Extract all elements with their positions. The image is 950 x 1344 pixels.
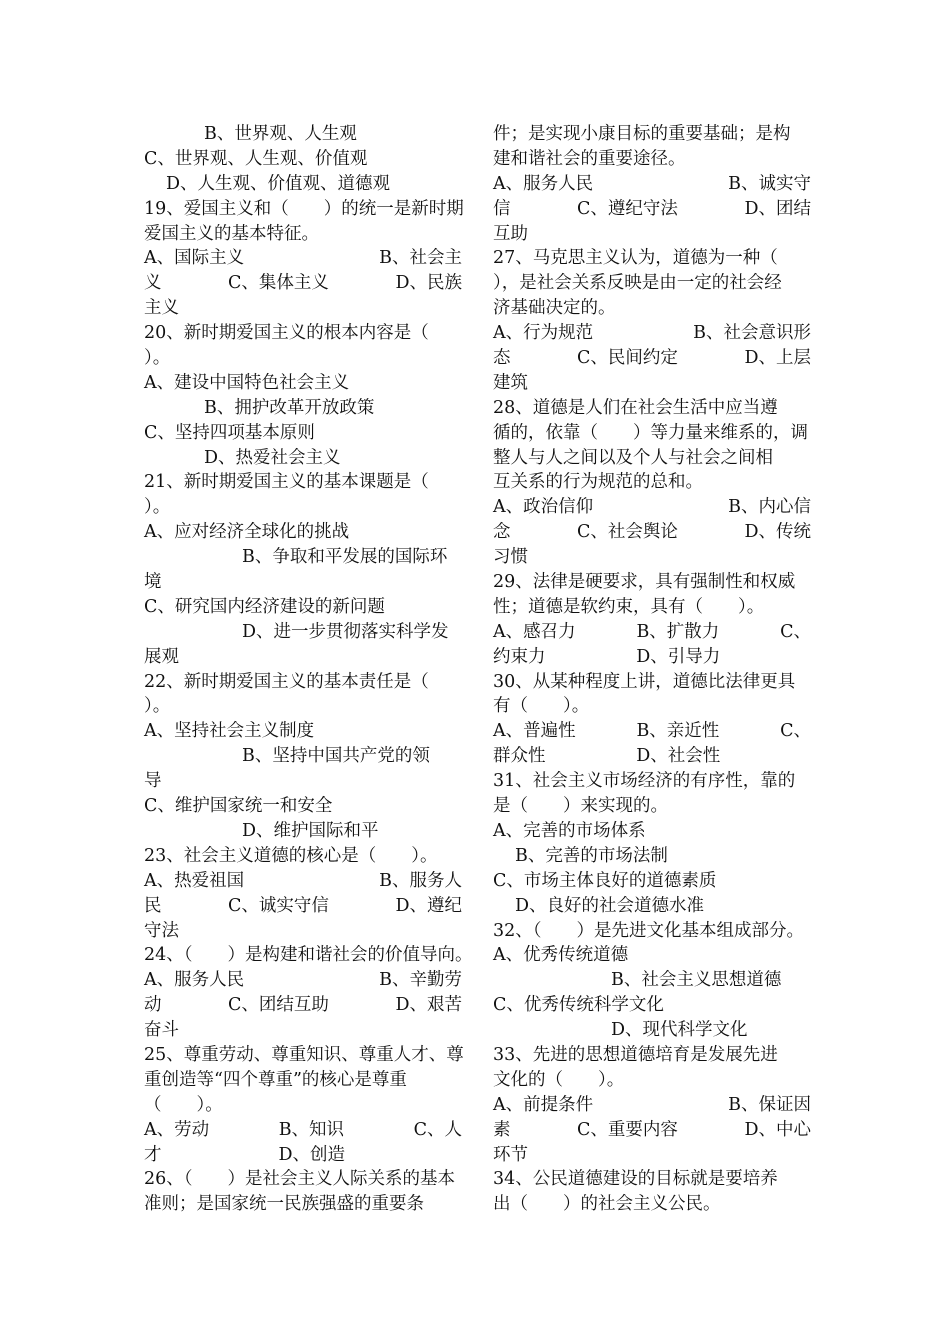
text-line <box>493 172 811 197</box>
text-segment: 有（ ）。 <box>493 696 590 717</box>
text-segment: D、进一步贯彻落实科学发 <box>242 621 449 642</box>
text-segment: D、社会性 <box>636 746 721 767</box>
text-segment: B、内心信 <box>728 497 811 518</box>
text-line <box>144 222 462 247</box>
text-line <box>493 147 811 172</box>
text-line <box>144 147 462 172</box>
text-segment: D、艰苦 <box>395 995 462 1016</box>
text-segment: C、民间约定 <box>577 348 678 369</box>
text-segment: B、争取和平发展的国际环 <box>242 547 448 568</box>
text-line <box>144 1118 462 1143</box>
text-segment: 22、新时期爱国主义的基本责任是（ <box>144 671 429 692</box>
text-segment: A、感召力 <box>493 621 576 642</box>
text-segment: 导 <box>144 771 162 792</box>
text-segment: D、上层 <box>744 348 811 369</box>
text-line <box>493 595 811 620</box>
text-line <box>144 446 462 471</box>
text-segment: B、辛勤劳 <box>379 970 462 991</box>
text-segment: 爱国主义的基本特征。 <box>144 223 319 244</box>
text-line <box>493 1018 811 1043</box>
text-line <box>144 197 462 222</box>
text-segment: A、政治信仰 <box>493 497 594 518</box>
text-segment: D、遵纪 <box>395 895 462 916</box>
right-column <box>493 122 811 1217</box>
text-segment: 21、新时期爱国主义的基本课题是（ <box>144 472 429 493</box>
text-segment: B、完善的市场法制 <box>515 845 668 866</box>
text-line <box>493 545 811 570</box>
text-line <box>493 1093 811 1118</box>
text-line <box>144 520 462 545</box>
text-line <box>144 1068 462 1093</box>
text-segment: 19、爱国主义和（ ）的统一是新时期 <box>144 198 464 219</box>
text-segment: D、传统 <box>744 522 811 543</box>
text-segment: B、亲近性 <box>636 721 720 742</box>
text-line <box>144 769 462 794</box>
text-segment: A、热爱祖国 <box>144 870 245 891</box>
text-line <box>493 645 811 670</box>
text-line <box>144 919 462 944</box>
text-segment: 民 <box>144 895 162 916</box>
text-segment: C、重要内容 <box>577 1119 678 1140</box>
text-segment: 30、从某种程度上讲，道德比法律更具 <box>493 671 796 692</box>
text-segment: D、中心 <box>744 1119 811 1140</box>
text-segment: D、人生观、价值观、道德观 <box>166 173 391 194</box>
text-line <box>144 943 473 968</box>
text-segment: B、知识 <box>278 1119 345 1140</box>
text-line <box>493 869 811 894</box>
text-line <box>144 595 462 620</box>
text-segment: 34、公民道德建设的目标就是要培养 <box>493 1169 778 1190</box>
text-segment: 素 <box>493 1119 511 1140</box>
text-segment: 准则；是国家统一民族强盛的重要条 <box>144 1194 424 1215</box>
text-line <box>493 769 811 794</box>
text-line <box>144 968 462 993</box>
text-line <box>144 993 462 1018</box>
text-line <box>144 122 462 147</box>
text-segment: 性；道德是软约束，具有（ ）。 <box>493 596 765 617</box>
text-segment: 念 <box>493 522 511 543</box>
text-line <box>144 545 462 570</box>
text-segment: D、维护国际和平 <box>242 820 379 841</box>
text-segment: C、社会舆论 <box>577 522 678 543</box>
text-line <box>493 670 811 695</box>
text-line <box>493 993 811 1018</box>
text-segment: B、世界观、人生观 <box>204 124 357 144</box>
text-line <box>493 968 811 993</box>
text-line <box>493 470 811 495</box>
text-segment: 重创造等“四个尊重”的核心是尊重 <box>144 1069 407 1090</box>
text-line <box>493 197 811 222</box>
text-segment: C、集体主义 <box>228 273 329 294</box>
text-line <box>493 844 811 869</box>
text-segment: C、遵纪守法 <box>577 198 678 219</box>
text-segment: A、普遍性 <box>493 721 576 742</box>
text-segment: 整人与人之间以及个人与社会之间相 <box>493 447 773 468</box>
text-line <box>144 744 462 769</box>
text-line <box>493 122 811 147</box>
text-segment: B、社会主义思想道德 <box>611 970 782 991</box>
text-segment: 互关系的行为规范的总和。 <box>493 472 703 493</box>
text-line <box>493 446 811 471</box>
text-segment: C、世界观、人生观、价值观 <box>144 148 368 169</box>
text-line <box>144 321 462 346</box>
text-line <box>144 371 462 396</box>
text-line <box>144 670 462 695</box>
text-segment: A、优秀传统道德 <box>493 945 629 966</box>
text-segment: D、热爱社会主义 <box>204 447 341 468</box>
text-segment: C、优秀传统科学文化 <box>493 995 664 1016</box>
text-line <box>144 869 462 894</box>
text-line <box>144 1043 462 1068</box>
text-segment: C、诚实守信 <box>228 895 329 916</box>
text-line <box>144 694 462 719</box>
text-line <box>144 246 462 271</box>
text-line <box>144 296 462 321</box>
text-line <box>144 346 462 371</box>
text-segment: 29、法律是硬要求，具有强制性和权威 <box>493 572 796 593</box>
text-segment: B、社会意识形 <box>693 323 811 344</box>
text-segment: 31、社会主义市场经济的有序性，靠的 <box>493 771 796 792</box>
text-segment: A、坚持社会主义制度 <box>144 721 315 742</box>
text-line <box>493 794 811 819</box>
text-line <box>493 570 811 595</box>
text-line <box>493 371 811 396</box>
text-segment: C、坚持四项基本原则 <box>144 422 315 443</box>
text-line <box>493 1143 811 1168</box>
text-segment: 25、尊重劳动、尊重知识、尊重人才、尊 <box>144 1044 464 1065</box>
text-segment: 27、马克思主义认为，道德为一种（ <box>493 248 778 269</box>
text-segment: A、服务人民 <box>144 970 245 991</box>
text-line <box>144 620 462 645</box>
text-segment: 态 <box>493 348 511 369</box>
text-line <box>493 1118 811 1143</box>
text-segment: 守法 <box>144 920 179 941</box>
text-line <box>144 271 462 296</box>
text-segment: ）。 <box>144 497 171 518</box>
text-segment: B、服务人 <box>379 870 462 891</box>
text-segment: 群众性 <box>493 746 546 767</box>
text-segment: ），是社会关系反映是由一定的社会经 <box>493 273 782 294</box>
text-segment: A、国际主义 <box>144 248 245 269</box>
text-segment: ）。 <box>144 696 171 717</box>
text-segment: 建和谐社会的重要途径。 <box>493 148 686 169</box>
text-segment: 24、（ ）是构建和谐社会的价值导向。 <box>144 945 473 966</box>
text-line <box>493 346 811 371</box>
text-segment: B、诚实守 <box>728 173 811 194</box>
text-segment: 32、（ ）是先进文化基本组成部分。 <box>493 920 805 941</box>
text-segment: 才 <box>144 1144 162 1165</box>
text-line <box>493 271 811 296</box>
text-line <box>144 819 462 844</box>
text-segment: 环节 <box>493 1144 528 1165</box>
text-segment: C、 <box>780 721 811 742</box>
text-line <box>144 645 462 670</box>
text-line <box>493 296 811 321</box>
text-line <box>493 421 811 446</box>
text-line <box>144 421 462 446</box>
text-segment: 习惯 <box>493 547 528 568</box>
text-segment: ）。 <box>144 348 171 369</box>
text-segment: 23、社会主义道德的核心是（ ）。 <box>144 845 438 866</box>
text-line <box>144 844 462 869</box>
text-segment: 义 <box>144 273 162 294</box>
text-line <box>144 570 462 595</box>
text-segment: 循的，依靠（ ）等力量来维系的，调 <box>493 422 808 443</box>
text-line <box>493 495 811 520</box>
text-line <box>493 396 811 421</box>
text-segment: B、社会主 <box>379 248 462 269</box>
text-line <box>493 894 811 919</box>
text-segment: C、团结互助 <box>228 995 329 1016</box>
text-line <box>493 1043 811 1068</box>
text-segment: 出（ ）的社会主义公民。 <box>493 1194 721 1215</box>
text-segment: D、民族 <box>395 273 462 294</box>
text-line <box>493 943 811 968</box>
text-segment: D、团结 <box>744 198 811 219</box>
text-segment: B、拥护改革开放政策 <box>204 397 375 418</box>
text-line <box>144 1018 462 1043</box>
text-segment: A、应对经济全球化的挑战 <box>144 522 350 543</box>
text-segment: D、现代科学文化 <box>611 1020 748 1041</box>
text-segment: 动 <box>144 995 162 1016</box>
text-segment: 33、先进的思想道德培育是发展先进 <box>493 1044 778 1065</box>
text-segment: B、扩散力 <box>636 621 720 642</box>
text-line <box>144 794 462 819</box>
text-segment: 28、道德是人们在社会生活中应当遵 <box>493 397 778 418</box>
text-segment: 约束力 <box>493 646 546 667</box>
text-line <box>144 1093 462 1118</box>
text-segment: 境 <box>144 572 162 593</box>
text-line <box>144 172 462 197</box>
text-segment: C、人 <box>413 1119 462 1140</box>
text-line <box>493 1167 811 1192</box>
text-segment: 20、新时期爱国主义的根本内容是（ <box>144 323 429 344</box>
text-segment: 济基础决定的。 <box>493 298 616 319</box>
text-segment: 26、（ ）是社会主义人际关系的基本 <box>144 1169 456 1190</box>
text-segment: A、劳动 <box>144 1119 210 1140</box>
text-line <box>144 894 462 919</box>
text-line <box>493 719 811 744</box>
text-segment: 主义 <box>144 298 179 319</box>
left-column <box>144 122 473 1217</box>
text-segment: A、前提条件 <box>493 1094 594 1115</box>
text-segment: C、维护国家统一和安全 <box>144 796 333 817</box>
text-segment: D、创造 <box>278 1144 346 1165</box>
text-line <box>493 222 811 247</box>
text-segment: A、行为规范 <box>493 323 594 344</box>
text-line <box>493 620 811 645</box>
text-segment: 是（ ）来实现的。 <box>493 796 668 817</box>
text-segment: 文化的（ ）。 <box>493 1069 625 1090</box>
text-line <box>493 246 811 271</box>
text-segment: D、引导力 <box>636 646 721 667</box>
text-segment: A、服务人民 <box>493 173 594 194</box>
text-line <box>144 1143 462 1168</box>
text-segment: A、建设中国特色社会主义 <box>144 372 350 393</box>
text-segment: D、良好的社会道德水准 <box>515 895 705 916</box>
text-segment: （ ）。 <box>144 1094 223 1115</box>
text-line <box>493 1068 811 1093</box>
text-segment: C、 <box>780 621 811 642</box>
text-line <box>144 719 462 744</box>
text-line <box>144 1167 462 1192</box>
text-segment: A、完善的市场体系 <box>493 820 646 841</box>
text-line <box>144 1192 462 1217</box>
text-line <box>493 1192 811 1217</box>
text-segment: 互助 <box>493 223 528 244</box>
text-line <box>493 694 811 719</box>
text-line <box>493 321 811 346</box>
text-segment: 展观 <box>144 646 179 667</box>
text-segment: B、坚持中国共产党的领 <box>242 746 430 767</box>
text-segment: 信 <box>493 198 511 219</box>
text-line <box>493 744 811 769</box>
text-segment: 奋斗 <box>144 1020 179 1041</box>
text-segment: C、研究国内经济建设的新问题 <box>144 596 385 617</box>
text-line <box>144 470 462 495</box>
text-line <box>493 819 811 844</box>
text-line <box>144 495 462 520</box>
text-line <box>493 520 811 545</box>
text-segment: B、保证因 <box>728 1094 811 1115</box>
text-segment: 件；是实现小康目标的重要基础；是构 <box>493 124 791 144</box>
text-segment: C、市场主体良好的道德素质 <box>493 870 717 891</box>
text-segment: 建筑 <box>493 372 528 393</box>
text-line <box>144 396 462 421</box>
text-line <box>493 919 811 944</box>
